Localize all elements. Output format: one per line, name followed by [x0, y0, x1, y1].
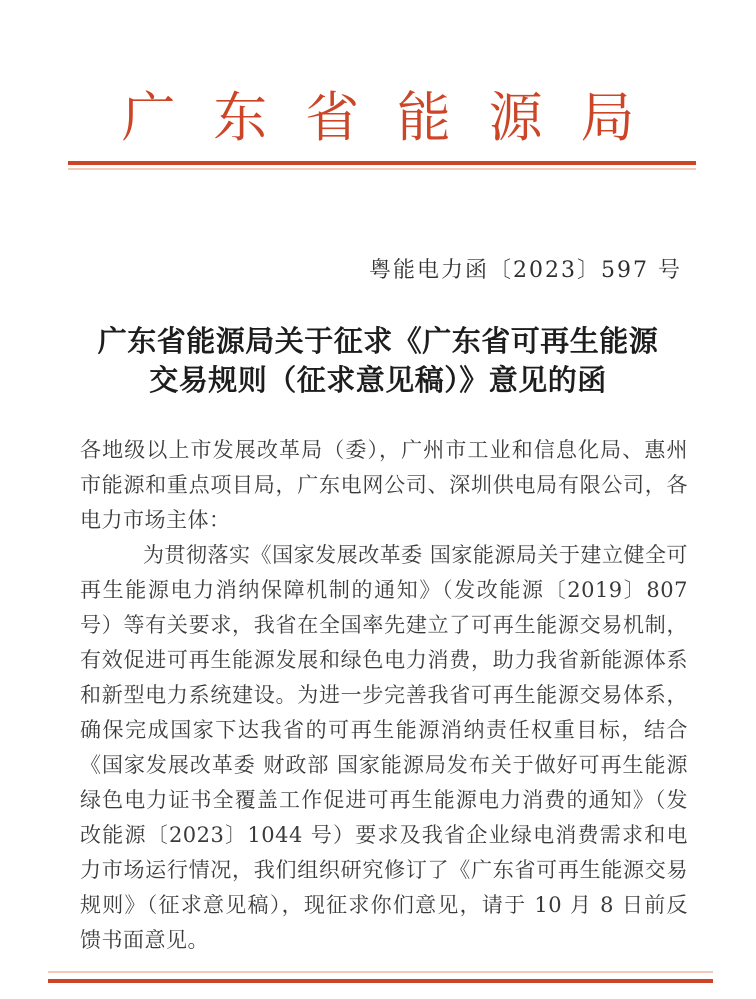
doc-title	[40, 322, 716, 400]
doc-number: 粤能电力函〔2023〕597 号	[369, 258, 682, 283]
recipients-paragraph: 各地级以上市发展改革局（委），广州市工业和信息化局、惠州市能源和重点项目局，广东电网公司、深圳供电局有限公司，各电力市场主体：	[80, 438, 688, 532]
header-rule-thick-line	[68, 161, 696, 165]
header-rule-thin-line	[68, 168, 696, 170]
footer-rule-thick-line	[48, 979, 713, 984]
footer-rule	[48, 971, 713, 983]
header-rule	[68, 161, 696, 170]
doc-title-line1: 广东省能源局关于征求《广东省可再生能源	[97, 324, 659, 358]
agency-header-title: 广东省能源局	[121, 86, 673, 149]
doc-body	[80, 433, 688, 958]
doc-title-line2: 交易规则（征求意见稿）》意见的函	[149, 363, 607, 397]
footer-rule-thin-line	[48, 971, 713, 973]
body-paragraph: 为贯彻落实《国家发展改革委 国家能源局关于建立健全可再生能源电力消纳保障机制的通知》（发改能源〔2019〕807 号）等有关要求，我省在全国率先建立了可再生能源交易机制，有效促进可再生能源发展和绿色电力消费，助力我省新能源体系和新型电力系统建设。为进一步完善我省可再生能源交易体系，确保完成国家下达我省的可再生能源消纳责任权重目标，结合《国家发展改革委 财政部 国家能源局发布关于做好可再生能源绿色电力证书全覆盖工作促进可再生能源电力消费的通知》（发改能源〔2023〕1044 号）要求及我省企业绿电消费需求和电力市场运行情况，我们组织研究修订了《广东省可再生能源交易规则》（征求意见稿），现征求你们意见，请于 10 月 8 日前反馈书面意见。	[80, 543, 688, 952]
